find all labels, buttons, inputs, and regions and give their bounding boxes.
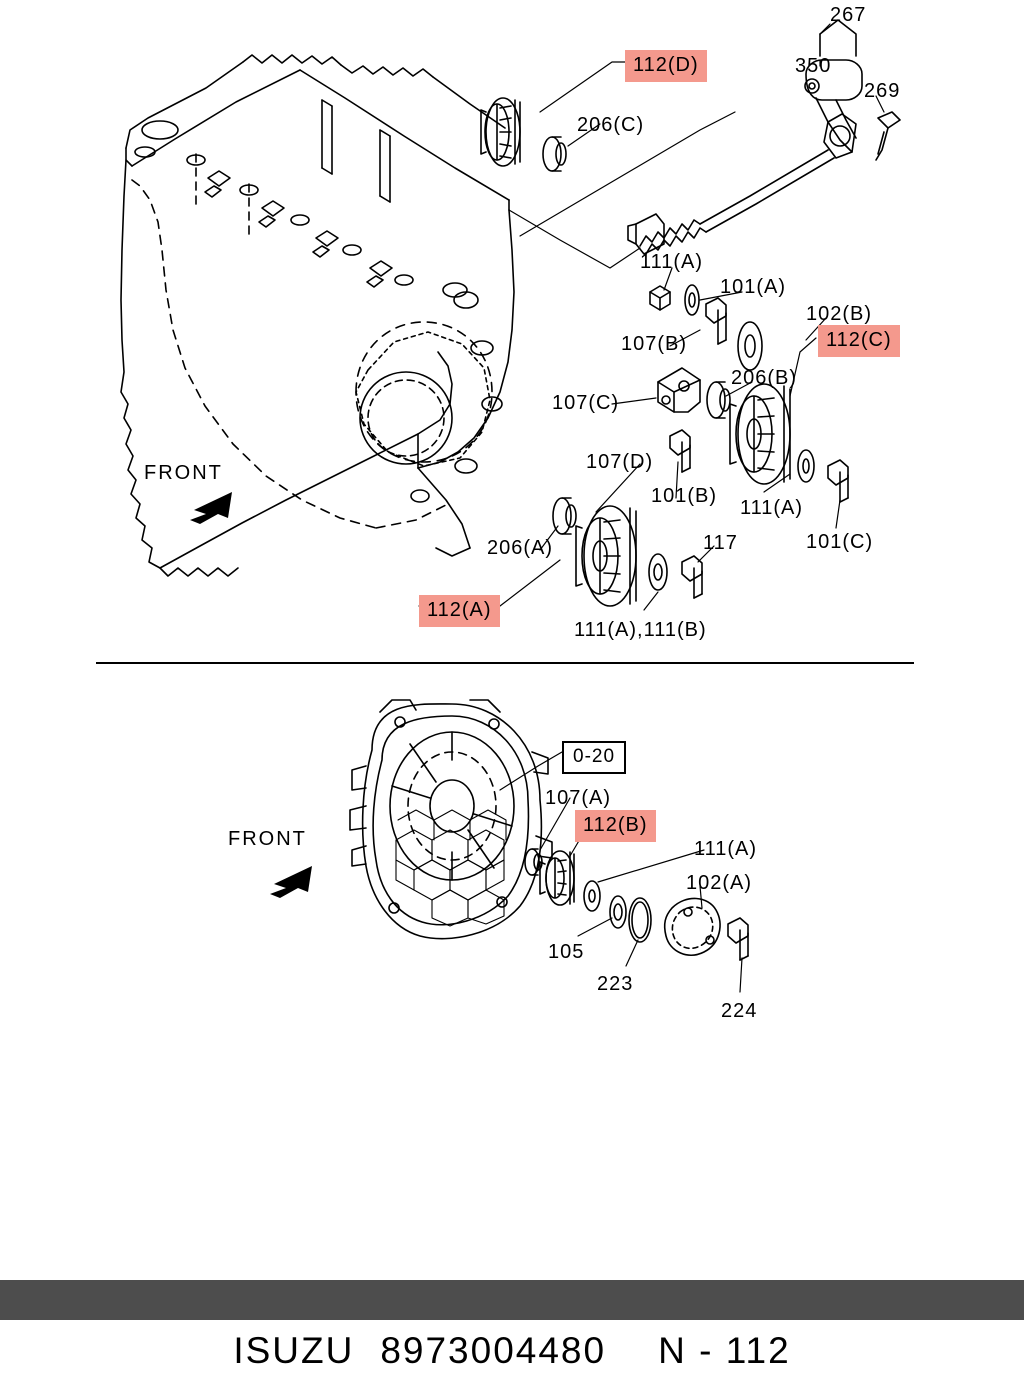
callout-206b: 206(B)	[731, 367, 798, 389]
callout-223: 223	[597, 973, 634, 995]
callout-107d: 107(D)	[586, 451, 654, 473]
brand-text: ISUZU	[233, 1330, 355, 1371]
callout-267: 267	[830, 4, 867, 26]
callout-102a: 102(A)	[686, 872, 753, 894]
callout-112c: 112(C)	[818, 325, 900, 357]
callout-112a: 112(A)	[419, 595, 500, 627]
page-code-text: N - 112	[658, 1330, 791, 1371]
front-label-upper: FRONT	[144, 462, 223, 484]
callout-206a: 206(A)	[487, 537, 554, 559]
callout-101a: 101(A)	[720, 276, 787, 298]
callout-269: 269	[864, 80, 901, 102]
callout-111a-3: 111(A)	[694, 838, 758, 860]
part-number-text: 8973004480	[380, 1330, 607, 1371]
figure-divider	[96, 662, 914, 664]
footer-caption-text	[233, 1330, 790, 1372]
callout-112b: 112(B)	[575, 810, 656, 842]
callout-117: 117	[703, 532, 738, 554]
footer-caption	[0, 1320, 1024, 1382]
callout-107a: 107(A)	[545, 787, 612, 809]
callout-112d: 112(D)	[625, 50, 707, 82]
footer-bar	[0, 1280, 1024, 1382]
callout-350: 350	[795, 55, 832, 77]
callout-101c: 101(C)	[806, 531, 874, 553]
callout-102b: 102(B)	[806, 303, 873, 325]
callout-111a-1: 111(A)	[640, 251, 704, 273]
callout-101b: 101(B)	[651, 485, 718, 507]
front-label-lower: FRONT	[228, 828, 307, 850]
callout-224: 224	[721, 1000, 758, 1022]
callout-111a-111b: 111(A),111(B)	[574, 619, 707, 641]
callout-107b: 107(B)	[621, 333, 688, 355]
callout-105: 105	[548, 941, 585, 963]
callout-111a-2: 111(A)	[740, 497, 804, 519]
callout-107c: 107(C)	[552, 392, 620, 414]
callout-206c: 206(C)	[577, 114, 645, 136]
callout-0-20: 0-20	[562, 741, 626, 774]
